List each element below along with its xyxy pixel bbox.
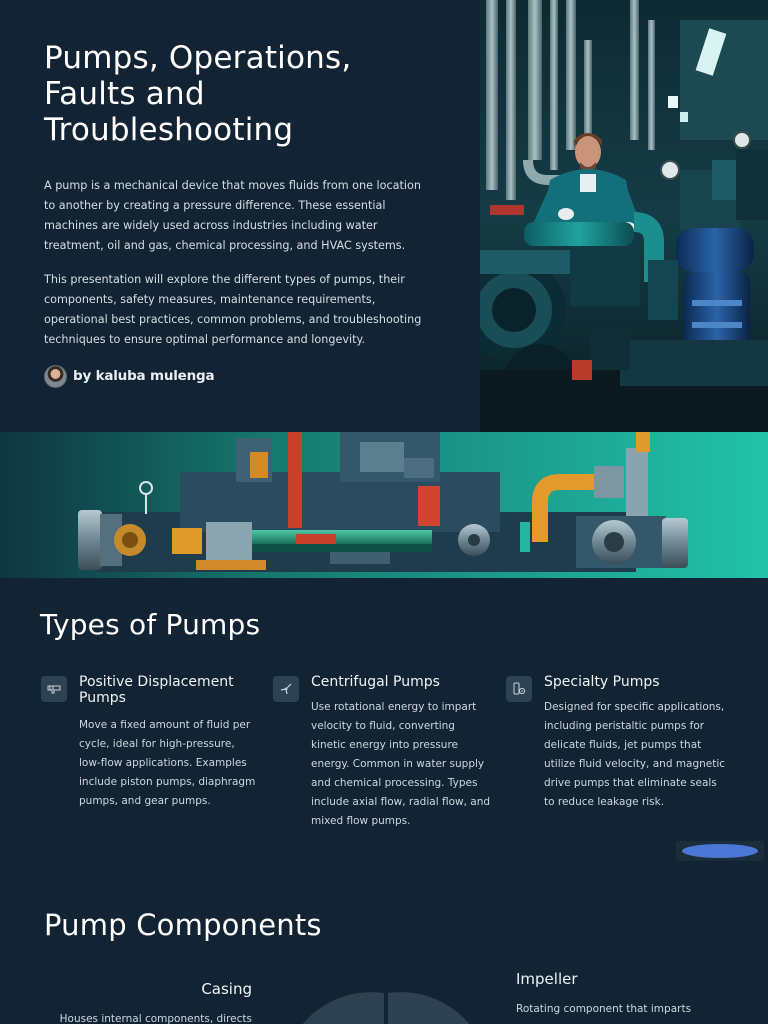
author-name: by kaluba mulenga	[73, 368, 215, 384]
pump-cutaway-illustration	[0, 432, 768, 578]
type-description: Move a fixed amount of fluid per cycle, ideal for high-pressure, low-flow applications. Examples include piston pumps, diaphragm pumps, and gear pumps.	[79, 719, 256, 807]
component-heading-casing: Casing	[201, 980, 252, 998]
type-heading: Centrifugal Pumps	[311, 674, 440, 690]
pump-icon	[41, 676, 67, 702]
fan-icon	[273, 676, 299, 702]
section-title: Types of Pumps	[40, 608, 261, 641]
component-heading-impeller: Impeller	[516, 970, 578, 988]
scroll-indicator[interactable]	[676, 841, 764, 861]
slide-title: Pumps, Operations, Faults and Troubleshooting	[44, 40, 352, 148]
technician-photo-illustration	[480, 0, 768, 432]
component-description-impeller: Rotating component that imparts	[516, 1003, 692, 1015]
pump-cutaway-banner	[0, 432, 768, 578]
technician-photo	[480, 0, 768, 432]
type-heading: Specialty Pumps	[544, 674, 660, 690]
slide-intro	[0, 0, 768, 432]
type-heading: Positive Displacement Pumps	[79, 674, 234, 706]
slide-types	[0, 578, 768, 878]
section-title: Pump Components	[44, 908, 322, 942]
component-diagram	[290, 990, 490, 1024]
component-description-casing: Houses internal components, directs	[59, 1013, 252, 1024]
overview-paragraph: This presentation will explore the different types of pumps, their components, safety measures, maintenance requirements, operational best practices, common problems, and troubleshooting techniques to ensure optimal performance and longevity.	[44, 273, 422, 346]
author-byline	[44, 364, 214, 388]
slide-components	[0, 878, 768, 1024]
type-description: Use rotational energy to impart velocity to fluid, converting kinetic energy into pressure energy. Common in water supply and chemical processing. Types include axial flow, radial flow, and mixed flow pumps.	[311, 701, 491, 827]
avatar	[44, 365, 67, 388]
scroll-indicator-thumb[interactable]	[682, 844, 758, 858]
intro-paragraph: A pump is a mechanical device that moves fluids from one location to another by creating a pressure difference. These essential machines are widely used across industries including water treatment, oil and gas, chemical processing, and HVAC systems.	[44, 179, 421, 252]
type-description: Designed for specific applications, including peristaltic pumps for delicate fluids, jet pumps that utilize fluid velocity, and magnetic drive pumps that eliminate seals to reduce leakage risk.	[544, 701, 726, 808]
gear-bottle-icon	[506, 676, 532, 702]
